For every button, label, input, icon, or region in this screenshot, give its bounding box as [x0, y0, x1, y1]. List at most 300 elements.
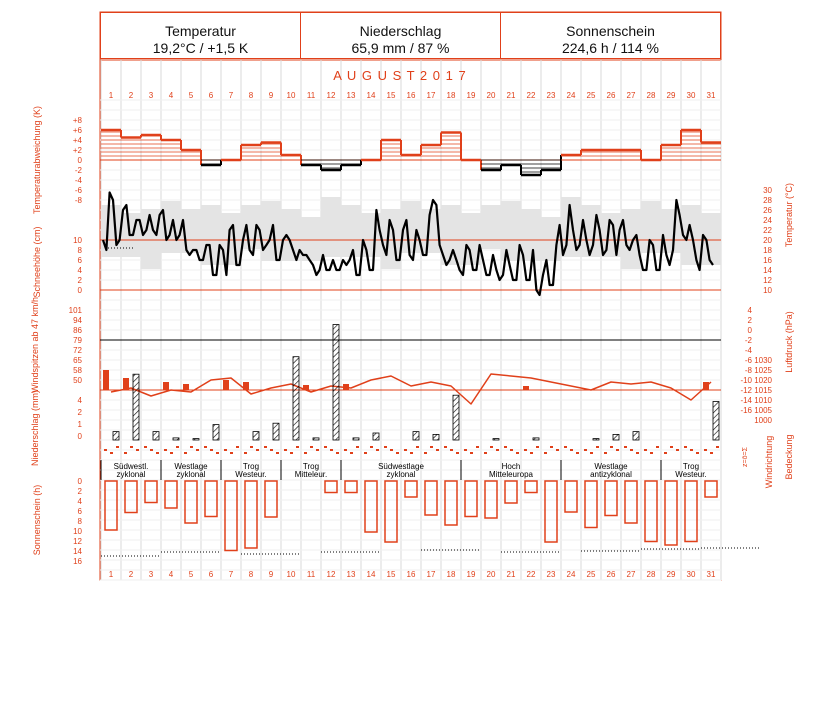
cloud-marker	[444, 446, 447, 448]
cloud-marker	[364, 452, 367, 454]
cloud-marker	[224, 449, 227, 451]
gust-tick-label: 50	[73, 376, 82, 385]
temp-range-band	[321, 197, 341, 257]
deviation-bar	[421, 145, 441, 160]
gust-tick-label: 65	[73, 356, 82, 365]
day-label: 31	[706, 570, 716, 579]
precipitation-bar	[273, 423, 279, 440]
day-grid	[100, 60, 721, 580]
cloud-marker	[156, 452, 159, 454]
day-label: 22	[526, 91, 536, 100]
sunshine-bar	[205, 481, 217, 517]
wind-gust-bar	[243, 382, 249, 390]
snow-tick-label: 0	[77, 286, 82, 295]
precipitation-bar	[313, 438, 319, 440]
axis-label-wind-gust: Windspitzen ab 47 km/h	[30, 296, 40, 394]
y-tick-label: 4	[77, 497, 82, 506]
precipitation-bar	[593, 439, 599, 440]
deviation-bar	[581, 150, 601, 160]
sunshine-bar	[145, 481, 157, 503]
day-label: 19	[466, 91, 476, 100]
day-label: 22	[526, 570, 536, 579]
day-label: 20	[486, 91, 496, 100]
y-tick-label: 18	[763, 246, 772, 255]
deviation-bar	[321, 160, 341, 170]
wind-gust-bar	[343, 384, 349, 390]
day-label: 8	[248, 570, 254, 579]
right-tick-label: -6	[744, 356, 752, 365]
cloud-marker	[230, 452, 233, 454]
day-label: 29	[666, 91, 676, 100]
right-tick-label: -10	[740, 376, 752, 385]
cloud-marker	[170, 452, 173, 454]
cloud-marker	[316, 449, 319, 451]
cloud-marker	[536, 446, 539, 448]
y-tick-label: -6	[74, 186, 82, 195]
day-label: 2	[128, 91, 134, 100]
y-tick-label: 6	[77, 507, 82, 516]
y-tick-label: 10	[73, 527, 82, 536]
day-label: 1	[108, 570, 114, 579]
gust-tick-label: 94	[73, 316, 82, 325]
y-tick-label: +2	[72, 146, 82, 155]
y-tick-label: 2	[77, 487, 82, 496]
weather-type-label: zyklonal	[386, 470, 416, 479]
cloud-marker	[564, 446, 567, 448]
weather-type-label: Mitteleuropa	[488, 470, 534, 479]
day-label: 20	[486, 570, 496, 579]
temp-range-band	[641, 201, 661, 253]
temperature-panel	[73, 186, 772, 295]
y-tick-label: -2	[74, 166, 82, 175]
header-temperature-value: 19,2°C / +1,5 K	[152, 40, 249, 56]
snow-tick-label: 2	[77, 276, 82, 285]
weather-type-label: Westeur.	[675, 470, 707, 479]
right-tick-label: -4	[744, 346, 752, 355]
y-tick-label: 8	[77, 517, 82, 526]
day-label: 11	[306, 91, 316, 100]
cloud-marker	[410, 452, 413, 454]
day-label: 4	[168, 91, 174, 100]
day-label: 28	[646, 91, 656, 100]
cloud-marker	[570, 449, 573, 451]
weather-type-label: Westlage	[594, 462, 628, 471]
cloud-marker	[716, 446, 719, 448]
sunshine-bar	[105, 481, 117, 530]
cloud-marker	[550, 446, 553, 448]
cloud-marker	[210, 449, 213, 451]
cloud-marker	[530, 452, 533, 454]
y-tick-label: 28	[763, 196, 772, 205]
cloud-marker	[690, 449, 693, 451]
day-label: 24	[566, 91, 576, 100]
cloud-marker	[576, 452, 579, 454]
day-label: 27	[626, 570, 636, 579]
deviation-bar	[481, 160, 501, 170]
sunshine-bar	[565, 481, 577, 512]
day-label: 12	[326, 91, 336, 100]
cloud-marker	[676, 449, 679, 451]
cloud-marker	[696, 452, 699, 454]
y-tick-label: 1	[77, 420, 82, 429]
snow-tick-label: 6	[77, 256, 82, 265]
deviation-bar	[101, 130, 121, 160]
cloud-marker	[644, 449, 647, 451]
day-label: 4	[168, 570, 174, 579]
precipitation-bar	[713, 402, 719, 441]
cloud-marker	[204, 446, 207, 448]
day-label: 28	[646, 570, 656, 579]
y-tick-label: 14	[763, 266, 772, 275]
cloud-marker	[604, 452, 607, 454]
precipitation-bar	[433, 434, 439, 440]
day-label: 5	[188, 91, 194, 100]
day-label: 30	[686, 570, 696, 579]
precipitation-bar	[213, 425, 219, 440]
right-tick-label: -14	[740, 396, 752, 405]
weather-type-label: Hoch	[501, 462, 521, 471]
weather-type-label: zyklonal	[116, 470, 146, 479]
cloud-marker	[296, 446, 299, 448]
day-label: 9	[268, 91, 274, 100]
cloud-marker	[144, 446, 147, 448]
y-tick-label: 24	[763, 216, 772, 225]
cloud-marker	[470, 452, 473, 454]
cloud-marker	[516, 452, 519, 454]
day-label: 17	[426, 570, 436, 579]
day-label: 6	[208, 91, 214, 100]
deviation-bar	[541, 160, 561, 170]
pressure-tick-label: 1005	[754, 406, 772, 415]
y-tick-label: 12	[763, 276, 772, 285]
axis-label-pressure: Luftdruck (hPa)	[784, 311, 794, 373]
cloud-marker	[290, 452, 293, 454]
day-label: 26	[606, 91, 616, 100]
snow-tick-label: 8	[77, 246, 82, 255]
cloud-marker	[236, 446, 239, 448]
cloud-scale-label: z=ō=Σ	[742, 447, 749, 467]
cloud-marker	[336, 452, 339, 454]
cloud-marker	[684, 446, 687, 448]
deviation-bar	[701, 143, 721, 161]
precipitation-bar	[133, 374, 139, 440]
wind-gust-bar	[223, 380, 229, 390]
sunshine-bar	[625, 481, 637, 523]
cloud-marker	[150, 449, 153, 451]
cloud-marker	[610, 446, 613, 448]
cloud-marker	[184, 452, 187, 454]
right-tick-label: 0	[747, 326, 752, 335]
cloud-marker	[664, 452, 667, 454]
sunshine-bar	[245, 481, 257, 548]
axis-label-cloud-cover: Bedeckung	[784, 434, 794, 480]
day-label: 12	[326, 570, 336, 579]
precipitation-bar	[493, 439, 499, 440]
precipitation-bar	[113, 432, 119, 440]
gust-tick-label: 86	[73, 326, 82, 335]
weather-type-label: zyklonal	[176, 470, 206, 479]
day-label: 25	[586, 91, 596, 100]
header-precipitation-value: 65,9 mm / 87 %	[351, 40, 450, 56]
weather-type-label: Trog	[242, 462, 260, 471]
cloud-marker	[624, 446, 627, 448]
deviation-bar	[601, 150, 621, 160]
wind-gust-bar	[523, 386, 529, 390]
cloud-marker	[450, 449, 453, 451]
day-label: 26	[606, 570, 616, 579]
wind-gust-bar	[183, 384, 189, 390]
wind-gust-bar	[123, 378, 129, 390]
y-tick-label: 14	[73, 547, 82, 556]
sunshine-bar	[445, 481, 457, 525]
day-label: 15	[386, 91, 396, 100]
precipitation-panel	[78, 325, 719, 455]
sunshine-bar	[365, 481, 377, 532]
cloud-marker	[370, 446, 373, 448]
day-label: 5	[188, 570, 194, 579]
day-label: 13	[346, 570, 356, 579]
day-label: 17	[426, 91, 436, 100]
right-tick-label: -2	[744, 336, 752, 345]
cloud-marker	[616, 449, 619, 451]
gust-tick-label: 58	[73, 366, 82, 375]
cloud-marker	[104, 449, 107, 451]
weather-type-label: Mitteleur.	[294, 470, 328, 479]
sunshine-bar	[665, 481, 677, 545]
weather-type-label: Westeur.	[235, 470, 267, 479]
cloud-marker	[276, 452, 279, 454]
sunshine-bar	[185, 481, 197, 523]
weather-type-label: Südwestl.	[113, 462, 149, 471]
cloud-marker	[630, 449, 633, 451]
axis-label-wind-direction: Windrichtung	[764, 435, 774, 489]
sunshine-bar	[325, 481, 337, 493]
sunshine-bar	[265, 481, 277, 517]
pressure-tick-label: 1020	[754, 376, 772, 385]
cloud-marker	[164, 449, 167, 451]
day-label: 21	[506, 570, 516, 579]
wind-gust-bar	[303, 385, 309, 390]
cloud-marker	[590, 452, 593, 454]
day-label: 6	[208, 570, 214, 579]
deviation-bar	[661, 145, 681, 160]
cloud-marker	[116, 446, 119, 448]
day-label: 1	[108, 91, 114, 100]
cloud-marker	[436, 449, 439, 451]
cloud-marker	[484, 452, 487, 454]
temp-range-band	[701, 213, 721, 265]
precipitation-bar	[353, 438, 359, 440]
y-tick-label: 20	[763, 236, 772, 245]
cloud-marker	[710, 452, 713, 454]
cloud-marker	[396, 452, 399, 454]
cloud-marker	[136, 449, 139, 451]
y-tick-label: 0	[77, 432, 82, 441]
day-label: 13	[346, 91, 356, 100]
weather-type-panel	[101, 460, 707, 480]
day-label: 10	[286, 91, 296, 100]
day-label: 31	[706, 91, 716, 100]
y-tick-label: 30	[763, 186, 772, 195]
y-tick-label: 0	[77, 156, 82, 165]
precipitation-bar	[333, 325, 339, 441]
cloud-marker	[390, 449, 393, 451]
cloud-marker	[490, 446, 493, 448]
precipitation-bar	[193, 439, 199, 440]
weather-type-label: Westlage	[174, 462, 208, 471]
day-label: 2	[128, 570, 134, 579]
axis-label-temp-deviation: Temperaturabweichung (K)	[32, 105, 42, 215]
cloud-marker	[430, 446, 433, 448]
precipitation-bar	[533, 438, 539, 440]
day-label: 10	[286, 570, 296, 579]
y-tick-label: 2	[77, 408, 82, 417]
cloud-marker	[344, 449, 347, 451]
precipitation-bar	[373, 433, 379, 440]
y-tick-label: 4	[77, 396, 82, 405]
axis-label-snow-depth: Schneehöhe (cm)	[32, 226, 42, 298]
y-tick-label: 22	[763, 226, 772, 235]
y-tick-label: 12	[73, 537, 82, 546]
deviation-bar	[261, 143, 281, 161]
sunshine-bar	[465, 481, 477, 517]
pressure-tick-label: 1025	[754, 366, 772, 375]
deviation-bar	[681, 130, 701, 160]
cloud-marker	[544, 452, 547, 454]
temp-range-band	[481, 205, 501, 249]
precipitation-bar	[173, 438, 179, 440]
precipitation-bar	[253, 432, 259, 440]
pressure-tick-label: 1015	[754, 386, 772, 395]
day-label: 14	[366, 91, 376, 100]
axis-label-precipitation: Niederschlag (mm)	[30, 389, 40, 467]
sunshine-bar	[165, 481, 177, 508]
day-label: 7	[228, 91, 234, 100]
header-sunshine-value: 224,6 h / 114 %	[561, 40, 660, 56]
cloud-marker	[404, 449, 407, 451]
cloud-marker	[596, 446, 599, 448]
right-tick-label: -8	[744, 366, 752, 375]
cloud-marker	[650, 452, 653, 454]
right-tick-label: -16	[740, 406, 752, 415]
cloud-marker	[670, 446, 673, 448]
cloud-marker	[456, 452, 459, 454]
temp-range-band	[101, 205, 121, 257]
y-tick-label: -4	[74, 176, 82, 185]
pressure-tick-label: 1000	[754, 416, 772, 425]
temp-range-band	[521, 209, 541, 261]
temp-deviation-panel	[73, 116, 721, 205]
cloud-marker	[176, 446, 179, 448]
day-label: 15	[386, 570, 396, 579]
day-label: 16	[406, 570, 416, 579]
cloud-marker	[304, 452, 307, 454]
cloud-marker	[110, 452, 113, 454]
gust-tick-label: 72	[73, 346, 82, 355]
day-label: 29	[666, 570, 676, 579]
sunshine-bar	[405, 481, 417, 497]
precipitation-bar	[413, 432, 419, 440]
day-label: 19	[466, 570, 476, 579]
wind-gust-bar	[703, 382, 709, 390]
deviation-bar	[181, 150, 201, 160]
cloud-marker	[256, 449, 259, 451]
axis-label-temperature: Temperatur (°C)	[784, 182, 794, 248]
precipitation-bar	[153, 432, 159, 440]
day-labels-bottom	[109, 570, 716, 579]
gust-tick-label: 79	[73, 336, 82, 345]
cloud-marker	[356, 446, 359, 448]
cloud-marker	[264, 446, 267, 448]
header-temperature-label: Temperatur	[165, 23, 236, 39]
day-label: 7	[228, 570, 234, 579]
cloud-marker	[384, 446, 387, 448]
day-label: 9	[268, 570, 274, 579]
precipitation-bar	[613, 434, 619, 440]
deviation-bar	[121, 138, 141, 161]
wind-gust-bar	[163, 382, 169, 390]
pressure-tick-label: 1030	[754, 356, 772, 365]
sunshine-bar	[705, 481, 717, 497]
cloud-marker	[504, 446, 507, 448]
sunshine-bar	[585, 481, 597, 528]
header-sunshine-label: Sonnenschein	[566, 23, 655, 39]
day-label: 16	[406, 91, 416, 100]
right-tick-label: 2	[747, 316, 752, 325]
axis-label-sunshine: Sonnenschein (h)	[32, 484, 42, 556]
snow-tick-label: 4	[77, 266, 82, 275]
month-title: A U G U S T 2 0 1 7	[333, 68, 467, 83]
deviation-bar	[521, 160, 541, 175]
gust-tick-label: 101	[68, 306, 82, 315]
day-label: 30	[686, 91, 696, 100]
cloud-marker	[270, 449, 273, 451]
cloud-marker	[244, 452, 247, 454]
cloud-marker	[556, 449, 559, 451]
weather-type-label: antizyklonal	[590, 470, 632, 479]
sunshine-bar	[525, 481, 537, 493]
deviation-bar	[241, 145, 261, 160]
day-label: 3	[148, 570, 154, 579]
cloud-marker	[330, 449, 333, 451]
day-label: 24	[566, 570, 576, 579]
deviation-bar	[621, 150, 641, 160]
y-tick-label: 0	[77, 477, 82, 486]
cloud-marker	[524, 449, 527, 451]
day-label: 23	[546, 570, 556, 579]
cloud-marker	[350, 452, 353, 454]
y-tick-label: +8	[72, 116, 82, 125]
day-label: 11	[306, 570, 316, 579]
weather-type-label: Südwestlage	[378, 462, 424, 471]
day-label: 25	[586, 570, 596, 579]
day-label: 3	[148, 91, 154, 100]
right-tick-label: -12	[740, 386, 752, 395]
cloud-marker	[584, 449, 587, 451]
cloud-marker	[250, 446, 253, 448]
snow-tick-label: 10	[73, 236, 82, 245]
cloud-marker	[190, 446, 193, 448]
right-tick-label: 4	[747, 306, 752, 315]
y-tick-label: 16	[73, 557, 82, 566]
cloud-marker	[124, 452, 127, 454]
cloud-marker	[284, 449, 287, 451]
day-label: 21	[506, 91, 516, 100]
cloud-marker	[496, 449, 499, 451]
y-tick-label: +6	[72, 126, 82, 135]
precipitation-bar	[633, 432, 639, 440]
cloud-marker	[510, 449, 513, 451]
